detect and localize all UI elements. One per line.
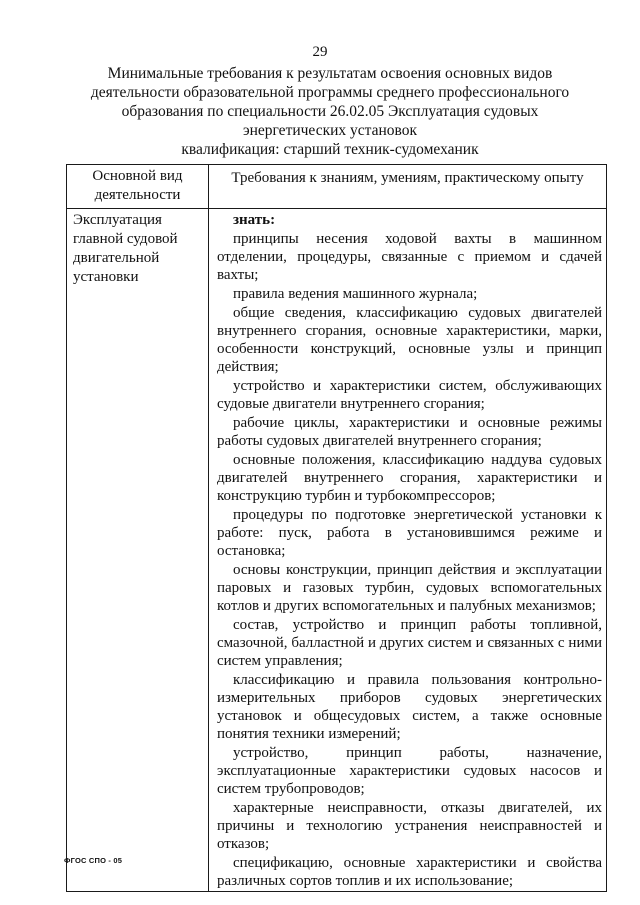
requirement-item: устройство и характеристики систем, обслуживающих судовые двигатели внутреннего сгорания; (217, 378, 602, 412)
heading-line: образования по специальности 26.02.05 Эксплуатация судовых (121, 103, 539, 120)
requirement-item: состав, устройство и принцип работы топливной, смазочной, балластной и других систем и связанных с ними систем управления; (217, 617, 602, 669)
footer-code: ФГОС СПО - 05 (64, 856, 123, 865)
requirement-item: спецификацию, основные характеристики и свойства различных сортов топлив и их использование; (217, 855, 602, 889)
activity-line: главной судовой (73, 231, 178, 247)
table-header-row (67, 165, 607, 209)
know-label: знать: (233, 212, 276, 228)
requirement-item: устройство, принцип работы, назначение, эксплуатационные характеристики судовых насосов и систем трубопроводов; (217, 745, 602, 797)
activity-line: двигательной (73, 250, 160, 266)
requirement-item: процедуры по подготовке энергетической установки к работе: пуск, работа в установившимся режиме и остановка; (217, 507, 602, 559)
heading-line: деятельности образовательной программы среднего профессионального (90, 84, 570, 101)
requirement-item: рабочие циклы, характеристики и основные режимы работы судовых двигателей внутреннего сгорания; (217, 415, 602, 449)
requirement-item: основные положения, классификацию наддува судовых двигателей внутреннего сгорания, характеристики и конструкцию турбин и турбокомпрессоров; (217, 452, 602, 504)
requirement-item: общие сведения, классификацию судовых двигателей внутреннего сгорания, основные характеристики, марки, особенности конструкций, основные узлы и принцип действия; (217, 305, 602, 375)
page-number: 29 (312, 44, 328, 60)
activity-line: Эксплуатация (73, 212, 162, 228)
document-heading (80, 64, 580, 159)
column-header-requirements: Требования к знаниям, умениям, практическому опыту (209, 165, 607, 209)
activity-cell (67, 209, 209, 892)
requirements-table (66, 164, 607, 892)
heading-line: энергетических установок (242, 122, 418, 139)
table-row (67, 209, 607, 892)
requirement-item: принципы несения ходовой вахты в машинном отделении, процедуры, связанные с приемом и сдачей вахты; (217, 231, 602, 283)
requirement-item: основы конструкции, принцип действия и эксплуатации паровых и газовых турбин, судовых вспомогательных котлов и других вспомогательных и палубных механизмов; (217, 562, 602, 614)
requirement-item: классификацию и правила пользования контрольно-измерительных приборов судовых энергетических установок и общесудовых систем, а также основные понятия техники измерений; (217, 672, 602, 742)
requirement-item: характерные неисправности, отказы двигателей, их причины и технологию устранения неисправностей и отказов; (217, 800, 602, 852)
activity-line: установки (73, 269, 139, 285)
heading-line: Минимальные требования к результатам освоения основных видов (107, 65, 553, 82)
requirements-cell (209, 209, 607, 892)
heading-line: квалификация: старший техник-судомеханик (181, 141, 479, 158)
column-header-activity: Основной вид деятельности (67, 165, 209, 209)
requirement-item: правила ведения машинного журнала; (233, 286, 478, 302)
